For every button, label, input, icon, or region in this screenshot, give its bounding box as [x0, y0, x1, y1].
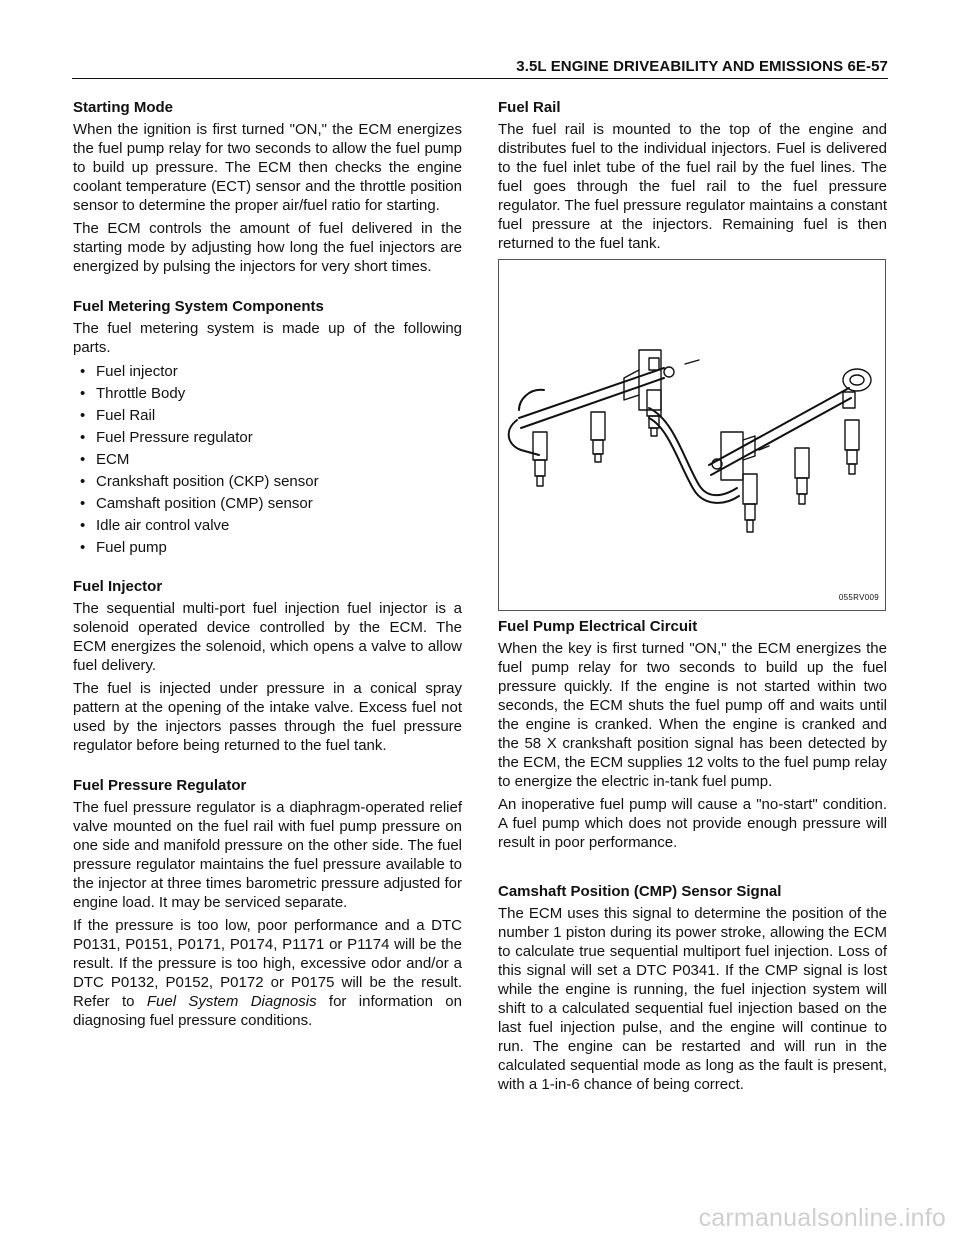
list-item: • Fuel Rail [73, 406, 462, 428]
components-list [73, 362, 462, 560]
starting-mode-paragraph-2: The ECM controls the amount of fuel delivered in the starting mode by adjusting how long the fuel injectors are energized by pulsing the injectors for very short times. [73, 220, 462, 275]
cmp-paragraph: The ECM uses this signal to determine the position of the number 1 piston during its power stroke, allowing the ECM to calculate true sequential multiport fuel injection. Loss of this signal will set a DTC P0341. If the CMP signal is lost while the engine is running, the fuel injection system will shift to a calculated sequential fuel injection based on the last fuel injection pulse, and the engine will continue to run. The engine can be restarted and will run in the calculated sequential mode as long as the fault is present, with a 1-in-6 chance of being correct. [498, 905, 887, 1093]
fuel-pump-circuit-paragraph-1: When the key is first turned "ON," the ECM energizes the fuel pump relay for two seconds to build up the fuel pressure quickly. If the engine is not started within two seconds, the ECM shuts the fuel pump off and waits until the engine is cranked. When the engine is cranked and the 58 X crankshaft position signal has been detected by the ECM, the ECM supplies 12 volts to the fuel pump relay to energize the electric in-tank fuel pump. [498, 640, 887, 790]
list-item: • Idle air control valve [73, 516, 462, 538]
left-column [73, 98, 462, 1034]
watermark: carmanualsonline.info [698, 1204, 946, 1232]
list-item: • Crankshaft position (CKP) sensor [73, 472, 462, 494]
header-rule [72, 78, 888, 79]
fuel-injector-paragraph-2: The fuel is injected under pressure in a conical spray pattern at the opening of the intake valve. Excess fuel not used by the injectors passes through the fuel pressure regulator before being returned to the fuel tank. [73, 680, 462, 754]
list-item: • ECM [73, 450, 462, 472]
page-header-title: 3.5L ENGINE DRIVEABILITY AND EMISSIONS 6E-57 [516, 58, 888, 75]
list-item: • Throttle Body [73, 384, 462, 406]
regulator-paragraph-1: The fuel pressure regulator is a diaphragm-operated relief valve mounted on the fuel rail with fuel pump pressure on one side and manifold pressure on the other side. The fuel pressure regulator maintains the fuel pressure available to the injector at three times barometric pressure adjusted for engine load. It may be serviced separate. [73, 799, 462, 911]
regulator-text-b: for information on diagnosing fuel pressure conditions. [73, 993, 462, 1029]
fuel-rail-figure [498, 259, 886, 611]
regulator-heading: Fuel Pressure Regulator [73, 777, 247, 794]
fuel-injector-heading: Fuel Injector [73, 578, 163, 595]
starting-mode-paragraph-1: When the ignition is first turned "ON," the ECM energizes the fuel pump relay for two seconds to allow the fuel pump to build up pressure. The ECM then checks the engine coolant temperature (ECT) sensor and the throttle position sensor to determine the proper air/fuel ratio for starting. [73, 121, 462, 214]
list-item: • Camshaft position (CMP) sensor [73, 494, 462, 516]
list-item: • Fuel injector [73, 362, 462, 384]
list-item: • Fuel pump [73, 538, 462, 560]
regulator-text-a: If the pressure is too low, poor performance and a DTC P0131, P0151, P0171, P0174, P1171 or P1174 will be the result. If the pressure is too high, excessive odor and/or a DTC P0132, P0152, P0172 or P0175 will be the result. Refer to [73, 917, 462, 1010]
page-header [72, 58, 888, 80]
cmp-heading: Camshaft Position (CMP) Sensor Signal [498, 883, 782, 900]
fuel-rail-paragraph: The fuel rail is mounted to the top of the engine and distributes fuel to the individual injectors. Fuel is delivered to the fuel inlet tube of the fuel rail by the fuel lines. The fuel goes through the fuel rail to the fuel pressure regulator. The fuel pressure regulator maintains a constant fuel pressure at the injectors. Remaining fuel is then returned to the fuel tank. [498, 121, 887, 252]
starting-mode-heading: Starting Mode [73, 99, 173, 116]
right-column [498, 98, 887, 1098]
list-item: • Fuel Pressure regulator [73, 428, 462, 450]
fuel-pump-circuit-paragraph-2: An inoperative fuel pump will cause a "no-start" condition. A fuel pump which does not provide enough pressure will result in poor performance. [498, 796, 887, 851]
regulator-paragraph-2 [73, 916, 462, 1030]
fuel-pump-circuit-heading: Fuel Pump Electrical Circuit [498, 618, 698, 635]
figure-caption: 055RV009 [838, 593, 879, 602]
components-intro: The fuel metering system is made up of the following parts. [73, 320, 462, 356]
fuel-rail-heading: Fuel Rail [498, 99, 561, 116]
fuel-injector-paragraph-1: The sequential multi-port fuel injection fuel injector is a solenoid operated device controlled by the ECM. The ECM energizes the solenoid, which opens a valve to allow fuel delivery. [73, 600, 462, 674]
fuel-rail-illustration [499, 260, 885, 610]
fuel-system-diagnosis-reference: Fuel System Diagnosis [146, 993, 317, 1010]
components-heading: Fuel Metering System Components [73, 298, 324, 315]
